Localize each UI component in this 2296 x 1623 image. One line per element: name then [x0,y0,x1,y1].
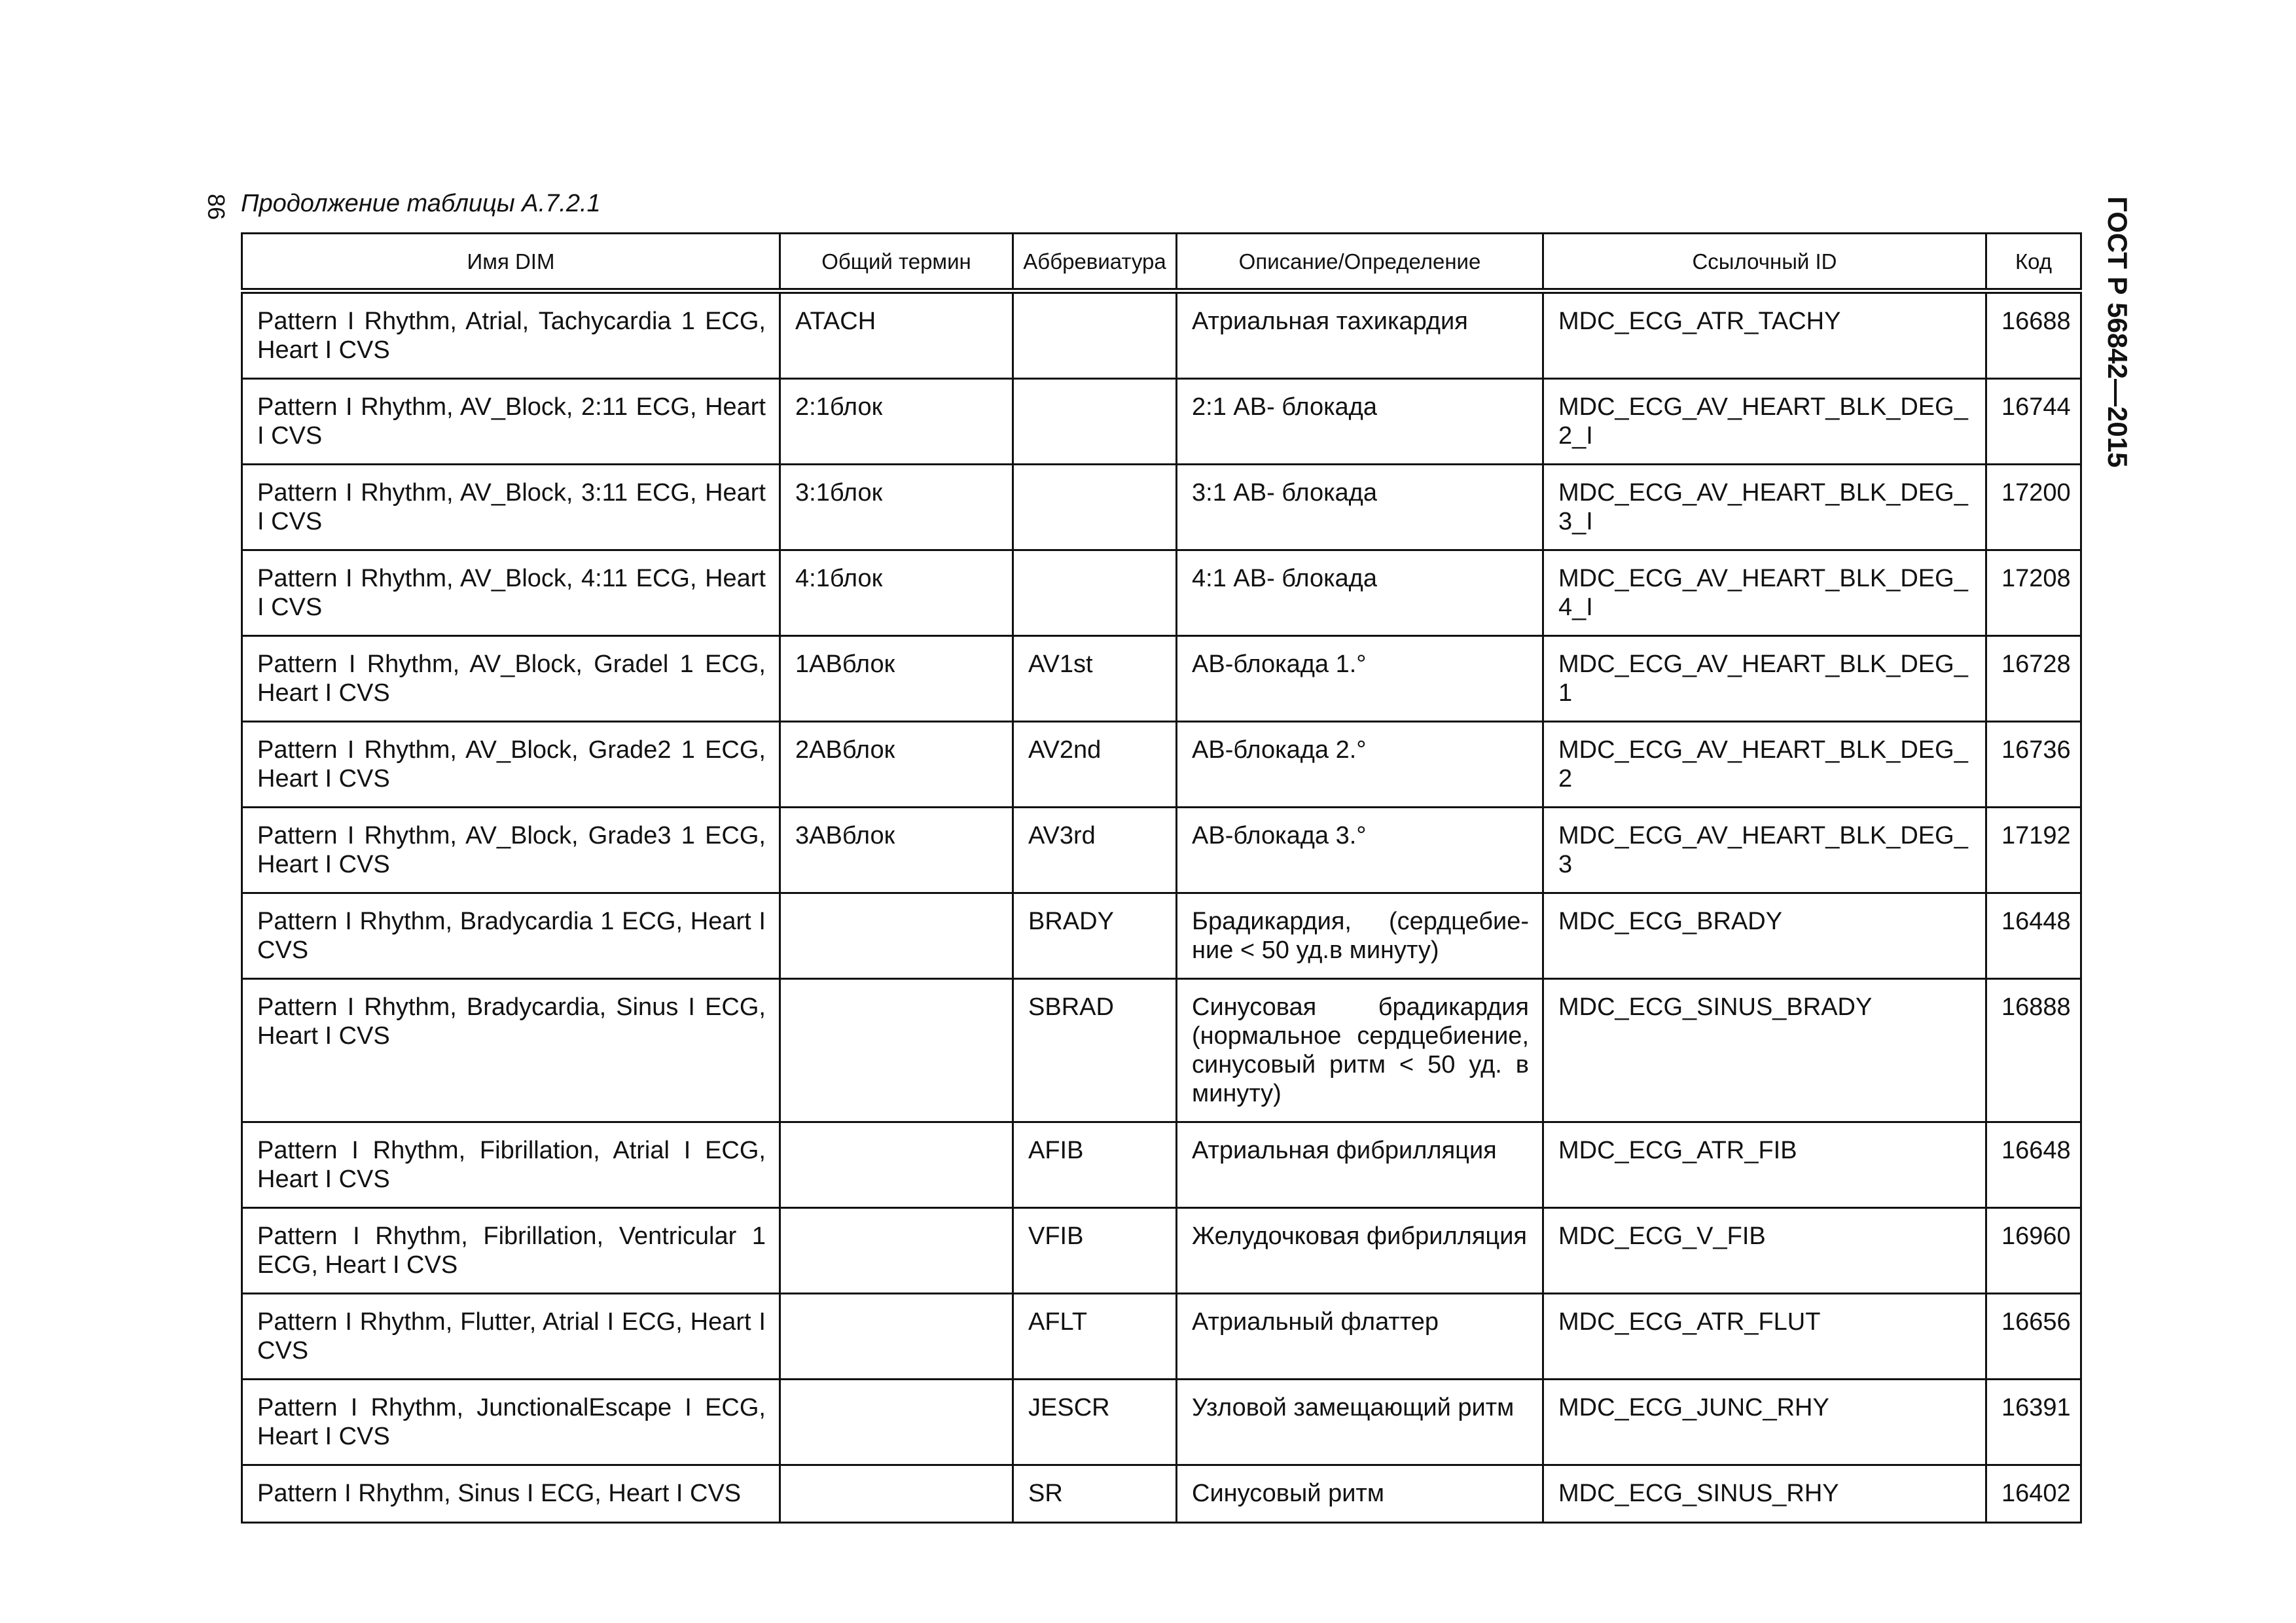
cell-dim-name: Pattern I Rhythm, AV_Block, 4:11 ECG, Heart I CVS [242,550,780,636]
table-row [242,1208,2081,1294]
cell-abbreviation [1013,550,1177,636]
table-row [242,1122,2081,1208]
cell-reference-id: MDC_ECG_AV_HEART_BLK_DEG_3 [1543,808,1986,893]
cell-common-term [780,1380,1013,1465]
cell-description: АВ-блокада 2.° [1177,722,1543,808]
cell-reference-id: MDC_ECG_SINUS_RHY [1543,1465,1986,1523]
table-row [242,893,2081,979]
table-row [242,1380,2081,1465]
table-row [242,291,2081,379]
cell-dim-name: Pattern I Rhythm, Bradycardia, Sinus I ECG, Heart I CVS [242,979,780,1122]
cell-code: 16391 [1986,1380,2081,1465]
cell-abbreviation [1013,465,1177,550]
header-common-term: Общий термин [780,234,1013,291]
cell-description: АВ-блокада 3.° [1177,808,1543,893]
cell-reference-id: MDC_ECG_AV_HEART_BLK_DEG_2 [1543,722,1986,808]
cell-code: 16656 [1986,1294,2081,1380]
table-row [242,379,2081,465]
cell-dim-name: Pattern I Rhythm, AV_Block, Grade3 1 ECG, Heart I CVS [242,808,780,893]
cell-dim-name: Pattern I Rhythm, AV_Block, Gradel 1 ECG, Heart I CVS [242,636,780,722]
table-row [242,636,2081,722]
cell-code: 16688 [1986,291,2081,379]
cell-abbreviation: JESCR [1013,1380,1177,1465]
cell-abbreviation: BRADY [1013,893,1177,979]
table-row [242,1294,2081,1380]
cell-reference-id: MDC_ECG_V_FIB [1543,1208,1986,1294]
cell-dim-name: Pattern I Rhythm, Flutter, Atrial I ECG, Heart I CVS [242,1294,780,1380]
cell-common-term [780,1122,1013,1208]
cell-dim-name: Pattern I Rhythm, Sinus I ECG, Heart I CVS [242,1465,780,1523]
cell-description: Брадикардия, (сердцебие-ние < 50 уд.в минуту) [1177,893,1543,979]
cell-common-term: 4:1блок [780,550,1013,636]
cell-common-term: 3АВблок [780,808,1013,893]
table-row [242,979,2081,1122]
cell-code: 16728 [1986,636,2081,722]
cell-description: Синусовый ритм [1177,1465,1543,1523]
cell-abbreviation: VFIB [1013,1208,1177,1294]
cell-abbreviation: SR [1013,1465,1177,1523]
cell-reference-id: MDC_ECG_AV_HEART_BLK_DEG_3_I [1543,465,1986,550]
cell-code: 16648 [1986,1122,2081,1208]
cell-description: Узловой замещающий ритм [1177,1380,1543,1465]
page-number: 86 [203,193,230,221]
cell-code: 17192 [1986,808,2081,893]
table-caption: Продолжение таблицы А.7.2.1 [241,190,601,217]
cell-code: 16402 [1986,1465,2081,1523]
cell-code: 17200 [1986,465,2081,550]
header-reference-id: Ссылочный ID [1543,234,1986,291]
cell-common-term [780,979,1013,1122]
cell-description: Атриальная фибрилляция [1177,1122,1543,1208]
cell-common-term [780,1465,1013,1523]
cell-code: 16448 [1986,893,2081,979]
cell-description: Атриальный флаттер [1177,1294,1543,1380]
cell-reference-id: MDC_ECG_ATR_FIB [1543,1122,1986,1208]
cell-abbreviation [1013,379,1177,465]
cell-code: 16888 [1986,979,2081,1122]
cell-dim-name: Pattern I Rhythm, AV_Block, 2:11 ECG, Heart I CVS [242,379,780,465]
cell-common-term [780,893,1013,979]
cell-code: 16960 [1986,1208,2081,1294]
cell-abbreviation [1013,291,1177,379]
cell-description: 4:1 АВ- блокада [1177,550,1543,636]
table-body [242,291,2081,1523]
header-description: Описание/Определение [1177,234,1543,291]
cell-reference-id: MDC_ECG_SINUS_BRADY [1543,979,1986,1122]
cell-common-term: 3:1блок [780,465,1013,550]
cell-dim-name: Pattern I Rhythm, AV_Block, 3:11 ECG, Heart I CVS [242,465,780,550]
cell-common-term: 2:1блок [780,379,1013,465]
cell-reference-id: MDC_ECG_AV_HEART_BLK_DEG_4_I [1543,550,1986,636]
cell-common-term: ATACH [780,291,1013,379]
header-abbreviation: Аббревиатура [1013,234,1177,291]
cell-abbreviation: AFIB [1013,1122,1177,1208]
cell-dim-name: Pattern I Rhythm, Fibrillation, Atrial I ECG, Heart I CVS [242,1122,780,1208]
cell-code: 16744 [1986,379,2081,465]
dim-table [241,232,2082,1524]
cell-description: 3:1 АВ- блокада [1177,465,1543,550]
cell-common-term: 1АВблок [780,636,1013,722]
cell-common-term [780,1208,1013,1294]
cell-reference-id: MDC_ECG_AV_HEART_BLK_DEG_1 [1543,636,1986,722]
cell-common-term: 2АВблок [780,722,1013,808]
cell-abbreviation: AV3rd [1013,808,1177,893]
cell-reference-id: MDC_ECG_BRADY [1543,893,1986,979]
cell-description: Синусовая брадикардия (нормальное сердцебиение, синусовый ритм < 50 уд. в минуту) [1177,979,1543,1122]
table-row [242,722,2081,808]
cell-reference-id: MDC_ECG_ATR_TACHY [1543,291,1986,379]
cell-description: Атриальная тахикардия [1177,291,1543,379]
cell-description: 2:1 АВ- блокада [1177,379,1543,465]
cell-common-term [780,1294,1013,1380]
cell-abbreviation: AV1st [1013,636,1177,722]
cell-dim-name: Pattern I Rhythm, AV_Block, Grade2 1 ECG, Heart I CVS [242,722,780,808]
table-row [242,1465,2081,1523]
table-row [242,465,2081,550]
header-code: Код [1986,234,2081,291]
cell-reference-id: MDC_ECG_ATR_FLUT [1543,1294,1986,1380]
cell-dim-name: Pattern I Rhythm, Atrial, Tachycardia 1 ECG, Heart I CVS [242,291,780,379]
cell-reference-id: MDC_ECG_JUNC_RHY [1543,1380,1986,1465]
cell-description: Желудочковая фибрилляция [1177,1208,1543,1294]
cell-reference-id: MDC_ECG_AV_HEART_BLK_DEG_2_I [1543,379,1986,465]
table-row [242,550,2081,636]
header-dim-name: Имя DIM [242,234,780,291]
cell-dim-name: Pattern I Rhythm, Fibrillation, Ventricular 1 ECG, Heart I CVS [242,1208,780,1294]
cell-dim-name: Pattern I Rhythm, JunctionalEscape I ECG, Heart I CVS [242,1380,780,1465]
cell-abbreviation: AV2nd [1013,722,1177,808]
table-row [242,808,2081,893]
cell-code: 16736 [1986,722,2081,808]
standard-designation: ГОСТ Р 56842—2015 [2102,196,2133,468]
cell-abbreviation: AFLT [1013,1294,1177,1380]
cell-description: АВ-блокада 1.° [1177,636,1543,722]
cell-dim-name: Pattern I Rhythm, Bradycardia 1 ECG, Heart I CVS [242,893,780,979]
cell-abbreviation: SBRAD [1013,979,1177,1122]
table-header-row [242,234,2081,291]
cell-code: 17208 [1986,550,2081,636]
